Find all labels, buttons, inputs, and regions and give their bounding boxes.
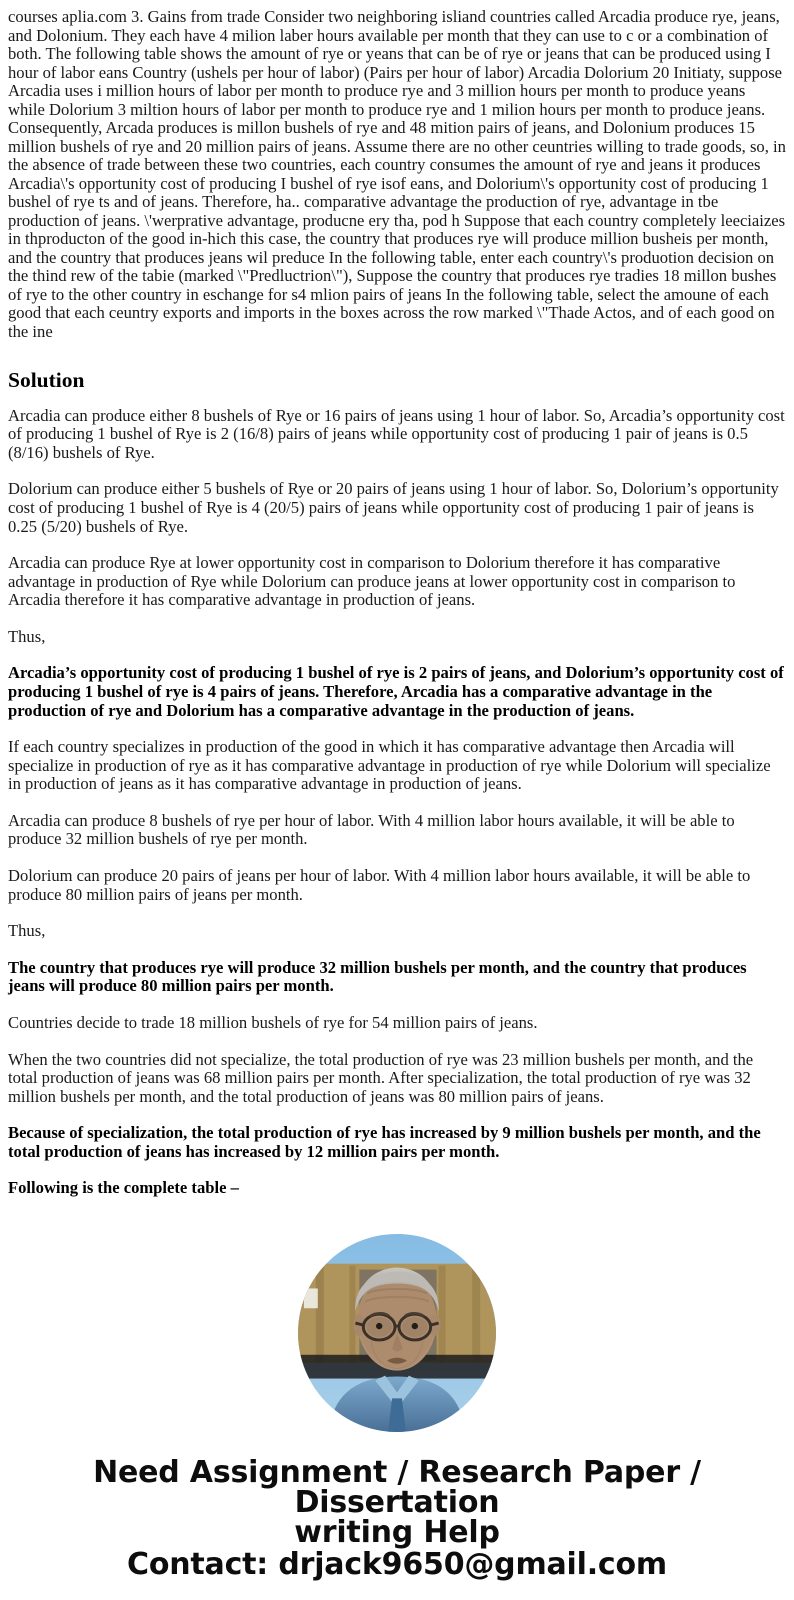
footer-line-2: writing Help [294,1514,500,1550]
solution-paragraph: Arcadia can produce either 8 bushels of Rye or 16 pairs of jeans using 1 hour of labor. So, Arcadia’s opportunity cost of producing 1 bushel of Rye is 2 (16/8) pairs of jeans while opportunity cost of producing 1 pair of jeans is 0.5 (8/16) bushels of Rye. [8,405,785,462]
solution-paragraph: When the two countries did not specialize, the total production of rye was 23 million bushels per month, and the total production of jeans was 68 million pairs per month. After specialization, the total production of rye was 32 million bushels per month, and the total production of jeans was 80 million pairs of jeans. [8,1049,754,1106]
footer-line-1: Need Assignment / Research Paper / Dissertation [93,1454,701,1520]
solution-paragraph-highlight: The country that produces rye will produce 32 million bushels per month, and the country that produces jeans will produce 80 million pairs per month. [8,957,747,996]
footer-contact-line: Contact: drjack9650@gmail.com [127,1546,667,1582]
solution-paragraph: Dolorium can produce 20 pairs of jeans per hour of labor. With 4 million labor hours available, it will be able to produce 80 million pairs of jeans per month. [8,866,751,904]
solution-paragraph: Countries decide to trade 18 million bushels of rye for 54 million pairs of jeans. [8,1012,538,1032]
figure-container [8,1234,786,1432]
solution-body [8,407,786,1198]
solution-paragraph-highlight: Because of specialization, the total production of rye has increased by 9 million bushels per month, and the total production of jeans has increased by 12 million pairs per month. [8,1123,761,1161]
solution-paragraph-highlight: Arcadia’s opportunity cost of producing 1 bushel of rye is 2 pairs of jeans, and Dolorium’s opportunity cost of producing 1 bushel of rye is 4 pairs of jeans. Therefore, Arcadia has a comparative advantage in the production of rye and Dolorium has a comparative advantage in the production of jeans. [8,663,784,720]
solution-paragraph: Arcadia can produce 8 bushels of rye per hour of labor. With 4 million labor hours available, it will be able to produce 32 million bushels of rye per month. [8,810,735,849]
profile-photo-icon [298,1234,496,1432]
document-page [0,8,794,1580]
avatar [298,1234,496,1432]
solution-paragraph: Arcadia can produce Rye at lower opportunity cost in comparison to Dolorium therefore it has comparative advantage in production of Rye while Dolorium can produce jeans at lower opportunity cost in comparison to Arcadia therefore it has comparative advantage in production of jeans. [8,553,736,610]
solution-paragraph: Thus, [8,626,46,646]
question-text: courses aplia.com 3. Gains from trade Consider two neighboring isliand countries called Arcadia produce rye, jeans, and Dolonium. They each have 4 milion laber hours available per month that they can use to c or a combination of both. The following table shows the amount of rye or yeans that can be of rye or jeans that can be produced using I hour of labor eans Country (ushels per hour of labor) (Pairs per hour of labor) Arcadia Dolorium 20 Initiaty, suppose Arcadia uses i million hours of labor per month to produce rye and 3 million hours per month to produce yeans while Dolorium 3 miltion hours of labor per month to produce rye and 1 milion hours per month to produce jeans. Consequently, Arcada produces is millon bushels of rye and 48 mition pairs of jeans, and Dolonium produces 15 million bushels of rye and 20 million pairs of jeans. Assume there are no other ceuntries willing to trade goods, so, in the absence of trade between these two countries, each country consumes the amount of rye and jeans it produces Arcadia\'s opportunity cost of producing I bushel of rye isof eans, and Dolorium\'s opportunity cost of producing 1 bushel of rye ts and of jeans. Therefore, ha.. comparative advantage the production of rye, advantage in tbe production of jeans. \'werprative advantage, producne ery tha, pod h Suppose that each country completely leeciaizes in thproducton of the good in-hich this case, the country that produces rye will produce million busheis per month, and the country that produces jeans wil preduce In the following table, enter each country\'s produotion decision on the thind rew of the tabie (marked \"Predluctrion\"), Suppose the country that produces rye tradies 18 millon bushes of rye to the other country in eschange for s4 mlion pairs of jeans In the following table, select the amoune of each good that each ceuntry exports and imports in the boxes across the row marked \"Thade Actos, and of each good on the ine [8,7,786,341]
solution-heading: Solution [8,368,85,392]
solution-paragraph: Dolorium can produce either 5 bushels of Rye or 20 pairs of jeans using 1 hour of labor. So, Dolorium’s opportunity cost of producing 1 bushel of Rye is 4 (20/5) pairs of jeans while opportunity cost of producing 1 pair of jeans is 0.25 (5/20) bushels of Rye. [8,479,779,536]
solution-paragraph-highlight: Following is the complete table – [8,1178,239,1198]
solution-paragraph: Thus, [8,921,46,941]
footer-call-to-action [8,1454,786,1582]
solution-paragraph: If each country specializes in production of the good in which it has comparative advantage then Arcadia will specialize in production of rye as it has comparative advantage in production of rye while Dolorium will specialize in production of jeans as it has comparative advantage in production of jeans. [8,737,771,794]
